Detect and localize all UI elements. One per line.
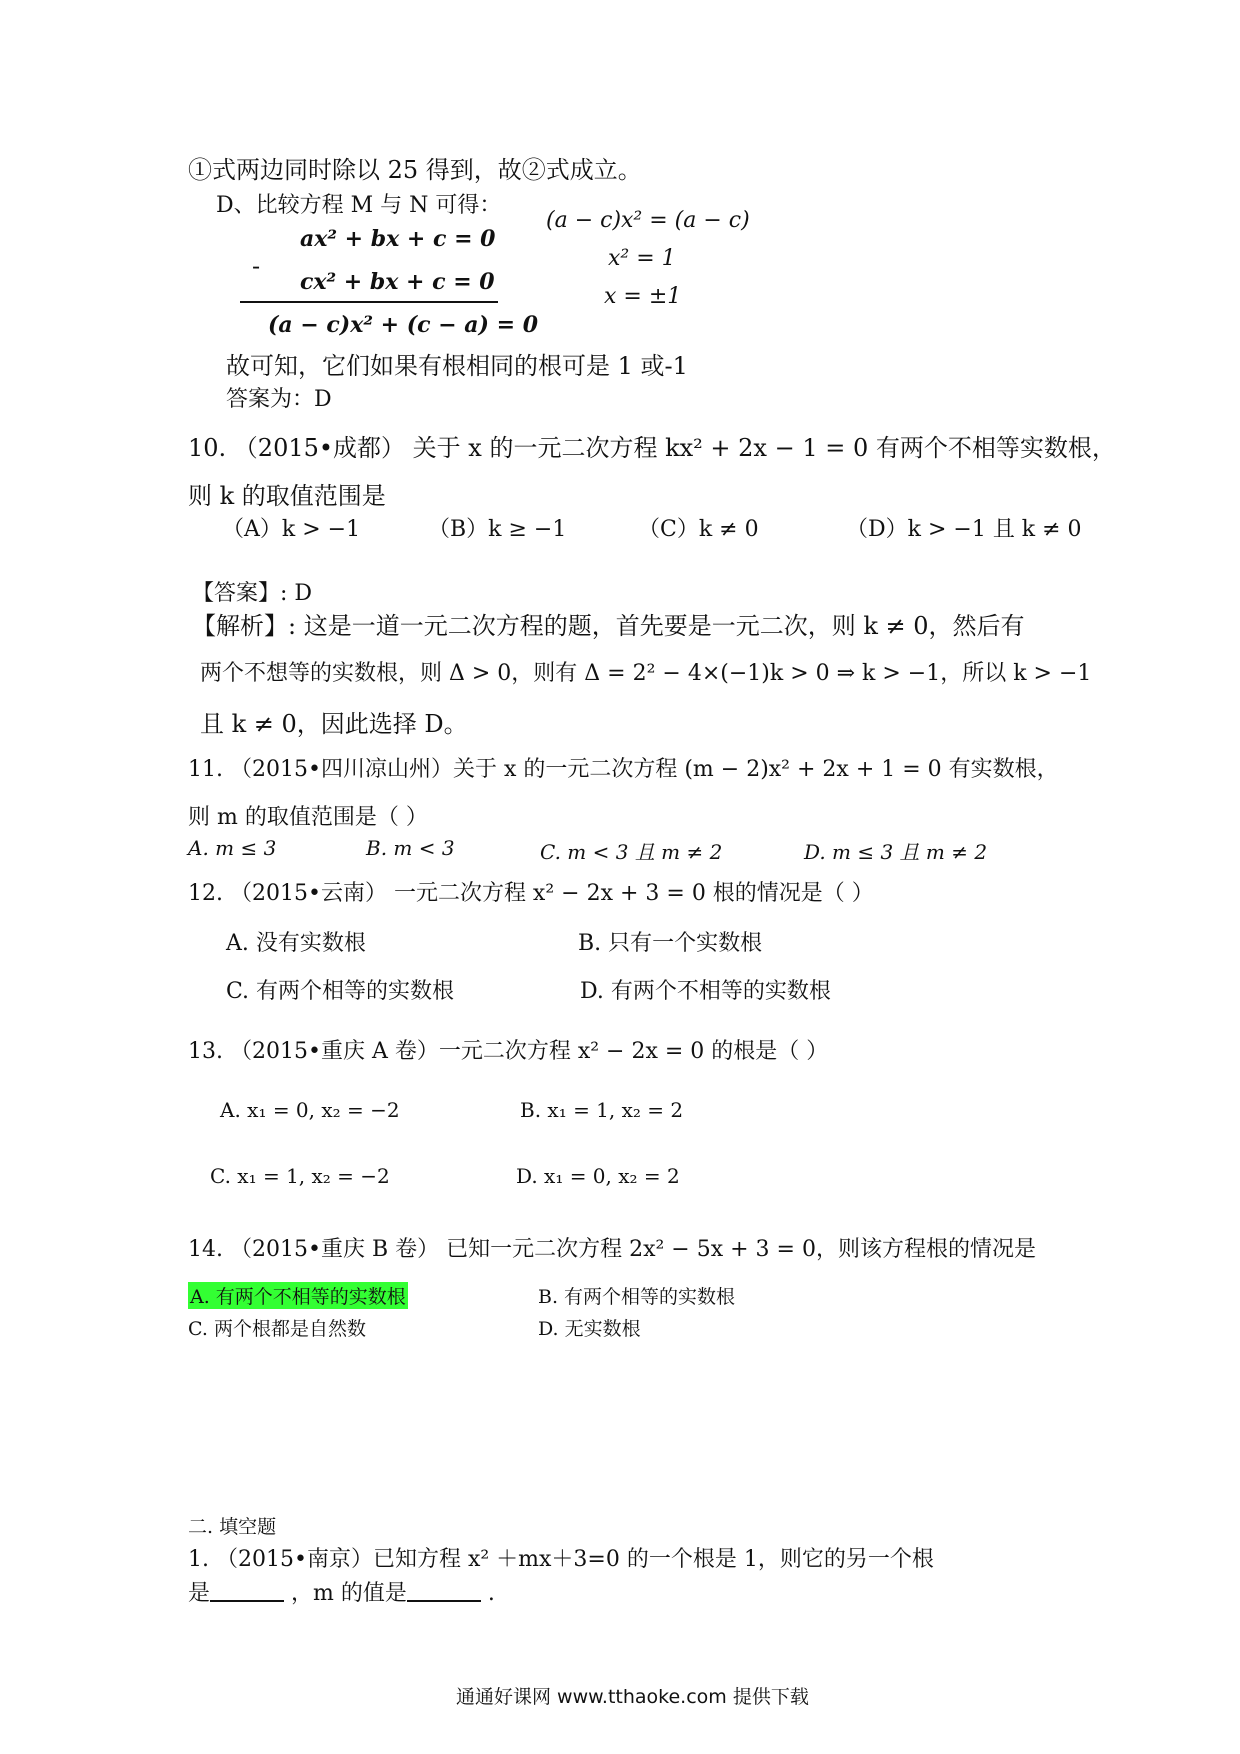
option-d: D. m ≤ 3 且 m ≠ 2: [804, 840, 988, 864]
option-b: B. 只有一个实数根: [578, 931, 763, 956]
footer: 通通好课网 www.tthaoke.com 提供下载: [456, 1686, 809, 1708]
option-c: C. 有两个相等的实数根: [226, 979, 455, 1004]
answer-blank: [407, 1578, 481, 1602]
option-c: C. m < 3 且 m ≠ 2: [540, 840, 723, 864]
question-stem: 12. （2015•云南） 一元二次方程 x² − 2x + 3 = 0 根的情况是（ ）: [188, 881, 874, 906]
equation: x² = 1: [608, 246, 676, 271]
equation: cx² + bx + c = 0: [300, 269, 495, 295]
question-stem: 10. （2015•成都） 关于 x 的一元二次方程 kx² + 2x − 1 = 0 有两个不相等实数根，: [188, 434, 1116, 462]
question-stem: 11. （2015•四川凉山州）关于 x 的一元二次方程 (m − 2)x² + 2x + 1 = 0 有实数根，: [188, 757, 1059, 782]
option-b: B. m < 3: [366, 836, 455, 860]
text-fragment: .: [487, 1581, 495, 1606]
answer-blank: [210, 1578, 284, 1602]
equation: (a − c)x² + (c − a) = 0: [268, 312, 539, 338]
text-line: 故可知，它们如果有根相同的根可是 1 或-1: [226, 352, 688, 380]
option-a-highlighted: A. 有两个不相等的实数根: [188, 1282, 408, 1309]
question-stem: 则 m 的取值范围是（ ）: [188, 805, 428, 830]
option-c: C. 两个根都是自然数: [188, 1318, 366, 1340]
question-stem: 则 k 的取值范围是: [188, 482, 386, 510]
text-fragment: 是: [188, 1581, 211, 1606]
option-a: （A）k > −1: [222, 517, 361, 542]
question-stem: [188, 1576, 495, 1607]
option-b: B. x₁ = 1, x₂ = 2: [520, 1098, 684, 1122]
option-a: A. x₁ = 0, x₂ = −2: [220, 1098, 400, 1122]
analysis: 两个不想等的实数根，则 Δ > 0，则有 Δ = 2² − 4×(−1)k > 0 ⇒ k > −1，所以 k > −1: [200, 661, 1092, 686]
option-a: A. 没有实数根: [226, 931, 366, 956]
answer: 【答案】: D: [192, 581, 313, 606]
option-a: A. m ≤ 3: [188, 836, 277, 860]
option-b: （B）k ≥ −1: [428, 517, 567, 542]
text-line: D、比较方程 M 与 N 可得：: [216, 193, 502, 218]
option-d: （D）k > −1 且 k ≠ 0: [846, 517, 1082, 542]
option-c: C. x₁ = 1, x₂ = −2: [210, 1164, 390, 1188]
section-title: 二. 填空题: [188, 1516, 277, 1538]
minus-sign: -: [252, 252, 261, 280]
equation: (a − c)x² = (a − c): [546, 208, 750, 233]
fraction-rule: [240, 301, 498, 303]
text-fragment: ，m 的值是: [291, 1581, 407, 1606]
option-b: B. 有两个相等的实数根: [538, 1286, 736, 1308]
equation: ax² + bx + c = 0: [300, 226, 496, 252]
question-stem: 1. （2015•南京）已知方程 x² ＋mx＋3=0 的一个根是 1，则它的另一个根: [188, 1547, 934, 1572]
analysis: 【解析】: 这是一道一元二次方程的题，首先要是一元二次，则 k ≠ 0，然后有: [192, 612, 1025, 640]
question-stem: 14. （2015•重庆 B 卷） 已知一元二次方程 2x² − 5x + 3 = 0，则该方程根的情况是: [188, 1237, 1036, 1262]
equation: x = ±1: [604, 284, 682, 309]
option-d: D. 有两个不相等的实数根: [580, 979, 831, 1004]
text-line: ①式两边同时除以 25 得到，故②式成立。: [188, 156, 642, 184]
option-c: （C）k ≠ 0: [638, 517, 759, 542]
analysis: 且 k ≠ 0，因此选择 D。: [200, 710, 468, 738]
text-line: 答案为：D: [226, 387, 332, 412]
option-d: D. 无实数根: [538, 1318, 641, 1340]
question-stem: 13. （2015•重庆 A 卷）一元二次方程 x² − 2x = 0 的根是（ ）: [188, 1039, 829, 1064]
option-d: D. x₁ = 0, x₂ = 2: [516, 1164, 680, 1188]
